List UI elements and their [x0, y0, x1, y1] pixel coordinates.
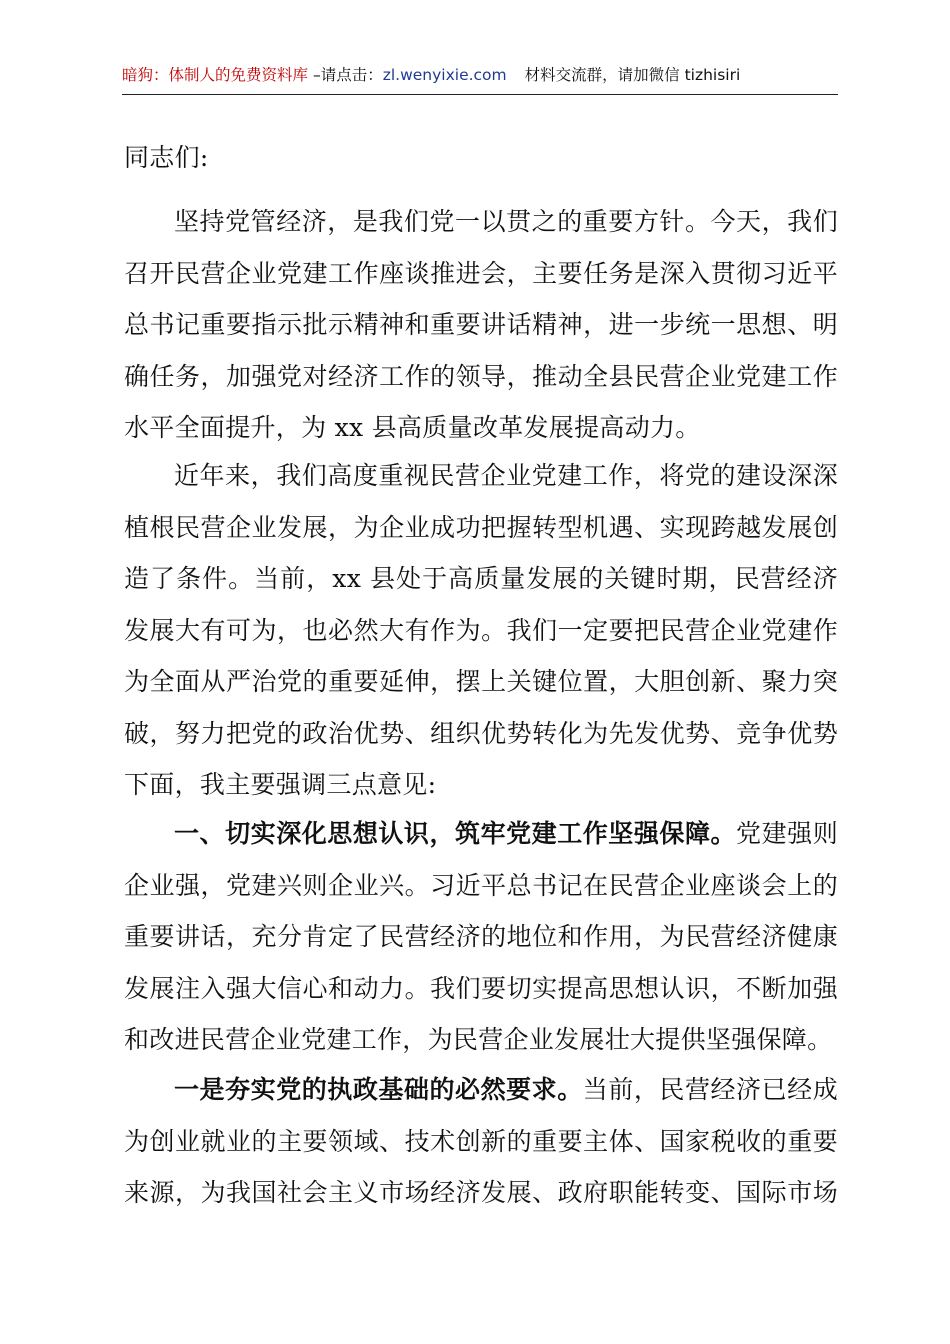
paragraph-3 [124, 808, 838, 1066]
paragraph-line: 破，努力把党的政治优势、组织优势转化为先发优势、竞争优势 [124, 718, 838, 748]
paragraph-line: 为全面从严治党的重要延伸，摆上关键位置，大胆创新、聚力突 [124, 667, 838, 696]
paragraph-line: 发展大有可为，也必然大有作为。我们一定要把民营企业党建作 [124, 615, 838, 645]
paragraph-text: 党建强则 [736, 819, 838, 848]
paragraph-first-line [124, 1064, 838, 1116]
header-click-prompt: –请点击： [308, 66, 383, 84]
section-heading: 一、切实深化思想认识，筑牢党建工作坚强保障。 [174, 819, 737, 848]
header-site-link[interactable]: zl.wenyixie.com [382, 66, 507, 84]
paragraph-line: 造了条件。当前，xx 县处于高质量发展的关键时期，民营经济 [124, 564, 838, 593]
paragraph-line: 植根民营企业发展，为企业成功把握转型机遇、实现跨越发展创 [124, 512, 838, 542]
document-header [122, 64, 838, 95]
paragraph-4 [124, 1064, 838, 1219]
paragraph-line: 来源，为我国社会主义市场经济发展、政府职能转变、国际市场 [124, 1178, 838, 1207]
paragraph-line: 召开民营企业党建工作座谈推进会，主要任务是深入贯彻习近平 [124, 258, 838, 288]
paragraph-1 [124, 196, 838, 454]
paragraph-line: 确任务，加强党对经济工作的领导，推动全县民营企业党建工作 [124, 361, 838, 391]
paragraph-line: 企业强，党建兴则企业兴。习近平总书记在民营企业座谈会上的 [124, 870, 838, 900]
header-contact: 材料交流群，请加微信 tizhisiri [524, 66, 741, 84]
paragraph-line: 和改进民营企业党建工作，为民营企业发展壮大提供坚强保障。 [124, 1025, 833, 1054]
paragraph-line: 近年来，我们高度重视民营企业党建工作，将党的建设深深 [174, 461, 838, 490]
paragraph-line: 为创业就业的主要领域、技术创新的重要主体、国家税收的重要 [124, 1126, 838, 1156]
paragraph-2 [124, 450, 838, 811]
paragraph-line: 总书记重要指示批示精神和重要讲话精神，进一步统一思想、明 [124, 310, 838, 339]
paragraph-text: 当前，民营经济已经成 [582, 1075, 838, 1104]
paragraph-first-line [124, 808, 838, 860]
header-site-name: 暗狗：体制人的免费资料库 [122, 66, 309, 84]
paragraph-line: 水平全面提升，为 xx 县高质量改革发展提高动力。 [124, 413, 701, 442]
paragraph-line: 发展注入强大信心和动力。我们要切实提高思想认识，不断加强 [124, 973, 838, 1003]
greeting: 同志们: [124, 143, 209, 172]
paragraph-line: 重要讲话，充分肯定了民营经济的地位和作用，为民营经济健康 [124, 922, 838, 951]
subsection-heading: 一是夯实党的执政基础的必然要求。 [174, 1075, 583, 1104]
paragraph-line: 坚持党管经济，是我们党一以贯之的重要方针。今天，我们 [174, 207, 838, 236]
paragraph-line: 下面，我主要强调三点意见: [124, 770, 437, 799]
